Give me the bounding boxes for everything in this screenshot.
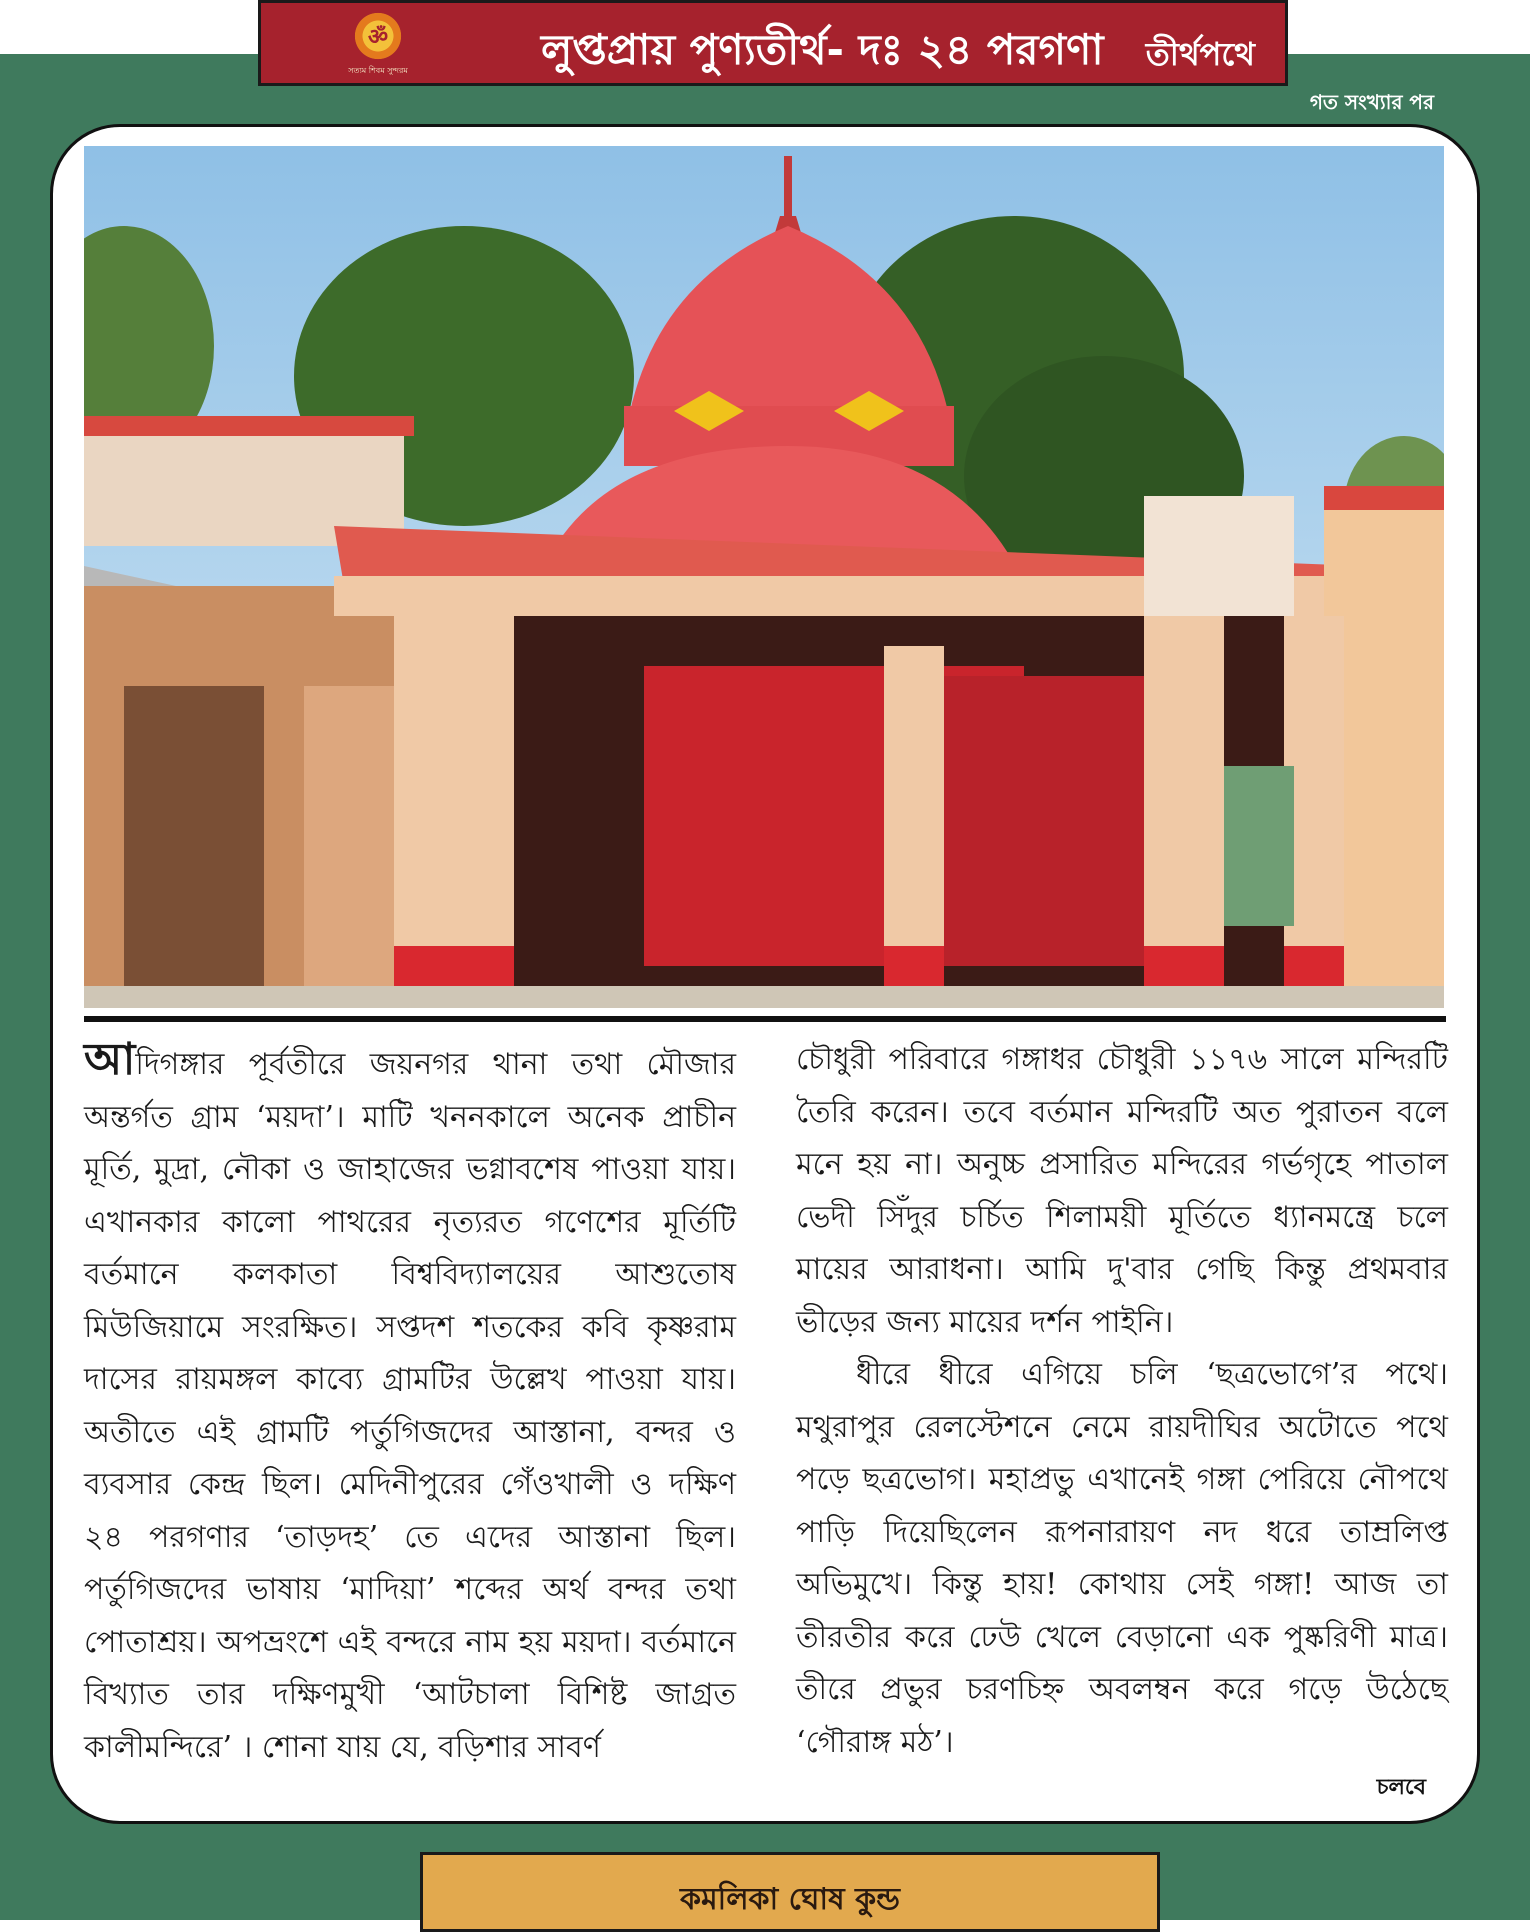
author-box: [420, 1852, 1160, 1932]
left-paragraph-text: দিগঙ্গার পূর্বতীরে জয়নগর থানা তথা মৌজার অন্তর্গত গ্রাম ‘ময়দা’। মাটি খননকালে অনেক প্রাচীন মূর্তি, মুদ্রা, নৌকা ও জাহাজের ভগ্নাবশেষ পাওয়া যায়। এখানকার কালো পাথরের নৃত্যরত গণেশের মূর্তিটি বর্তমানে কলকাতা বিশ্ববিদ্যালয়ের আশুতোষ মিউজিয়ামে সংরক্ষিত। সপ্তদশ শতকের কবি কৃষ্ণরাম দাসের রায়মঙ্গল কাব্যে গ্রামটির উল্লেখ পাওয়া যায়। অতীতে এই গ্রামটি পর্তুগিজদের আস্তানা, বন্দর ও ব্যবসার কেন্দ্র ছিল। মেদিনীপুরের গেঁওখালী ও দক্ষিণ ২৪ পরগণার ‘তাড়দহ’ তে এদের আস্তানা ছিল। পর্তুগিজদের ভাষায় ‘মাদিয়া’ শব্দের অর্থ বন্দর তথা পোতাশ্রয়। অপভ্রংশে এই বন্দরে নাম হয় ময়দা। বর্তমানে বিখ্যাত তার দক্ষিণমুখী ‘আটচালা বিশিষ্ট জাগ্রত কালীমন্দিরে’ । শোনা যায় যে, বড়িশার সাবর্ণ: [84, 1047, 736, 1765]
article-right-column: [796, 1034, 1448, 1769]
temple-photo: [84, 146, 1444, 1008]
right-paragraph-2: ধীরে ধীরে এগিয়ে চলি ‘ছত্রভোগে’র পথে। মথুরাপুর রেলস্টেশনে নেমে রায়দীঘির অটোতে পথে পড়ে ছত্রভোগ। মহাপ্রভু এখানেই গঙ্গা পেরিয়ে নৌপথে পাড়ি দিয়েছিলেন রূপনারায়ণ নদ ধরে তাম্রলিপ্ত অভিমুখে। কিন্তু হায়! কোথায় সেই গঙ্গা! আজ তা তীরতীর করে ঢেউ খেলে বেড়ানো এক পুষ্করিণী মাত্র। তীরে প্রভুর চরণচিহ্ন অবলম্বন করে গড়ে উঠেছে ‘গৌরাঙ্গ মঠ’।: [796, 1357, 1448, 1760]
to-be-continued: চলবে: [1376, 1775, 1426, 1800]
dropcap: আ: [84, 1034, 136, 1085]
section-tag: তীর্থপথে: [1145, 35, 1255, 73]
author-name: কমলিকা ঘোষ কুন্ড: [679, 1882, 901, 1917]
continued-note: গত সংখ্যার পর: [1309, 90, 1434, 114]
right-paragraph-1: চৌধুরী পরিবারে গঙ্গাধর চৌধুরী ১১৭৬ সালে মন্দিরটি তৈরি করেন। তবে বর্তমান মন্দিরটি অত পুরাতন বলে মনে হয় না। অনুচ্চ প্রসারিত মন্দিরের গর্ভগৃহে পাতাল ভেদী সিঁদুর চর্চিত শিলাময়ী মূর্তিতে ধ্যানমন্ত্রে চলে মায়ের আরাধনা। আমি দু'বার গেছি কিন্তু প্রথমবার ভীড়ের জন্য মায়ের দর্শন পাইনি।: [796, 1042, 1448, 1340]
article-left-column: [84, 1034, 736, 1774]
section-divider: [84, 1016, 1446, 1022]
left-paragraph: [84, 1034, 736, 1774]
om-emblem-icon: ॐ: [351, 9, 405, 63]
logo-caption: সত্যম শিবম সুন্দরম: [348, 66, 408, 75]
temple-illustration: [84, 146, 1444, 1008]
header-banner: [258, 0, 1288, 86]
logo: [323, 9, 433, 81]
page-title: লুপ্তপ্রায় পুণ্যতীর্থ- দঃ ২৪ পরগণা: [541, 25, 1104, 74]
